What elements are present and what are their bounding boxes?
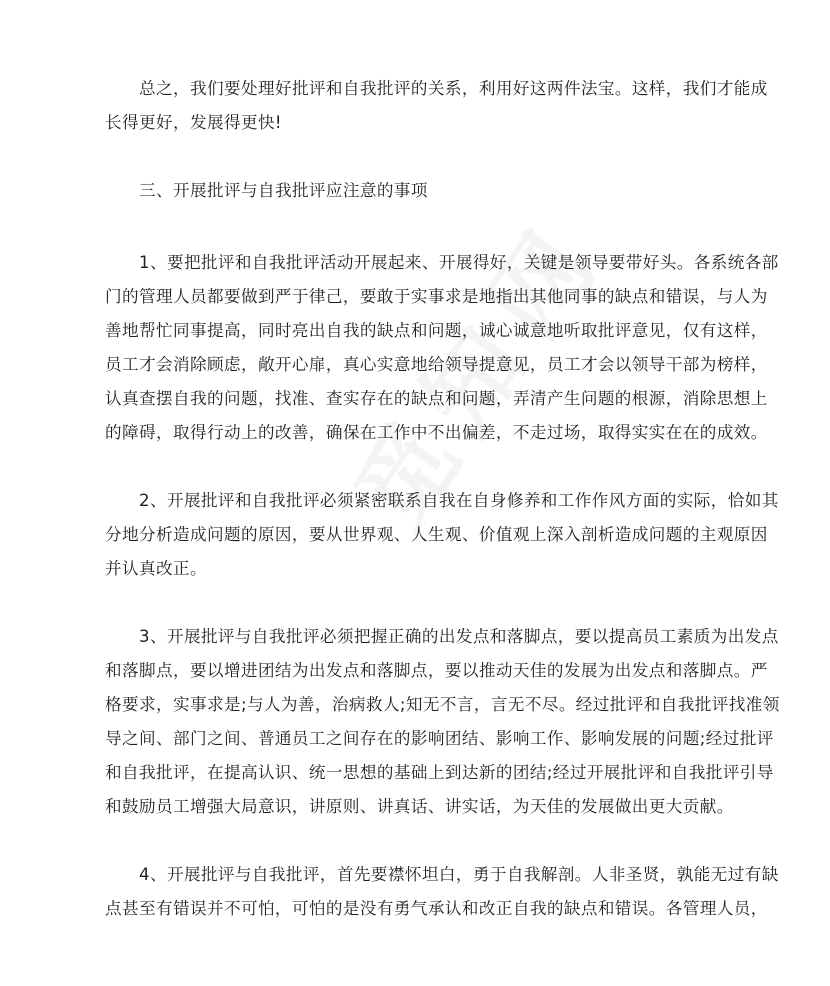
- text-line: 点甚至有错误并不可怕，可怕的是没有勇气承认和改正自我的缺点和错误。各管理人员，: [105, 899, 768, 918]
- text-line: 分地分析造成问题的原因，要从世界观、人生观、价值观上深入剖析造成问题的主观原因: [105, 525, 768, 544]
- text-line: 导之间、部门之间、普通员工之间存在的影响团结、影响工作、影响发展的问题;经过批评: [105, 729, 774, 748]
- document-body: [105, 72, 780, 960]
- text-line: 和自我批评，在提高认识、统一思想的基础上到达新的团结;经过开展批评和自我批评引导: [105, 763, 774, 782]
- paragraph-item-1: [105, 246, 779, 450]
- text-line: 1、要把批评和自我批评活动开展起来、开展得好，关键是领导要带好头。各系统各部: [139, 253, 779, 272]
- text-line: 3、开展批评与自我批评必须把握正确的出发点和落脚点，要以提高员工素质为出发点: [139, 627, 779, 646]
- text-line: 和落脚点，要以增进团结为出发点和落脚点，要以推动天佳的发展为出发点和落脚点。严: [105, 661, 768, 680]
- text-line: 长得更好，发展得更快!: [105, 113, 282, 132]
- section-heading: [105, 174, 727, 208]
- paragraph-item-3: [105, 620, 780, 824]
- text-line: 员工才会消除顾虑，敞开心扉，真心实意地给领导提意见，员工才会以领导干部为榜样，: [105, 355, 768, 374]
- text-line: 门的管理人员都要做到严于律己，要敢于实事求是地指出其他同事的缺点和错误，与人为: [105, 287, 768, 306]
- paragraph-conclusion: [105, 72, 768, 140]
- paragraph-item-4: [105, 858, 779, 926]
- text-line: 善地帮忙同事提高，同时亮出自我的缺点和问题，诚心诚意地听取批评意见，仅有这样，: [105, 321, 768, 340]
- text-line: 认真查摆自我的问题，找准、查实存在的缺点和问题，弄清产生问题的根源，消除思想上: [105, 389, 768, 408]
- heading-text: 三、开展批评与自我批评应注意的事项: [139, 181, 428, 200]
- text-line: 2、开展批评和自我批评必须紧密联系自我在自身修养和工作作风方面的实际，恰如其: [139, 491, 779, 510]
- text-line: 和鼓励员工增强大局意识，讲原则、讲真话、讲实话，为天佳的发展做出更大贡献。: [105, 797, 734, 816]
- text-line: 总之，我们要处理好批评和自我批评的关系，利用好这两件法宝。这样，我们才能成: [139, 79, 768, 98]
- text-line: 的障碍，取得行动上的改善，确保在工作中不出偏差，不走过场，取得实实在在的成效。: [105, 423, 768, 442]
- text-line: 格要求，实事求是;与人为善，治病救人;知无不言，言无不尽。经过批评和自我批评找准领: [105, 695, 780, 714]
- paragraph-item-2: [105, 484, 779, 586]
- text-line: 并认真改正。: [105, 559, 207, 578]
- text-line: 4、开展批评与自我批评，首先要襟怀坦白，勇于自我解剖。人非圣贤，孰能无过有缺: [139, 865, 779, 884]
